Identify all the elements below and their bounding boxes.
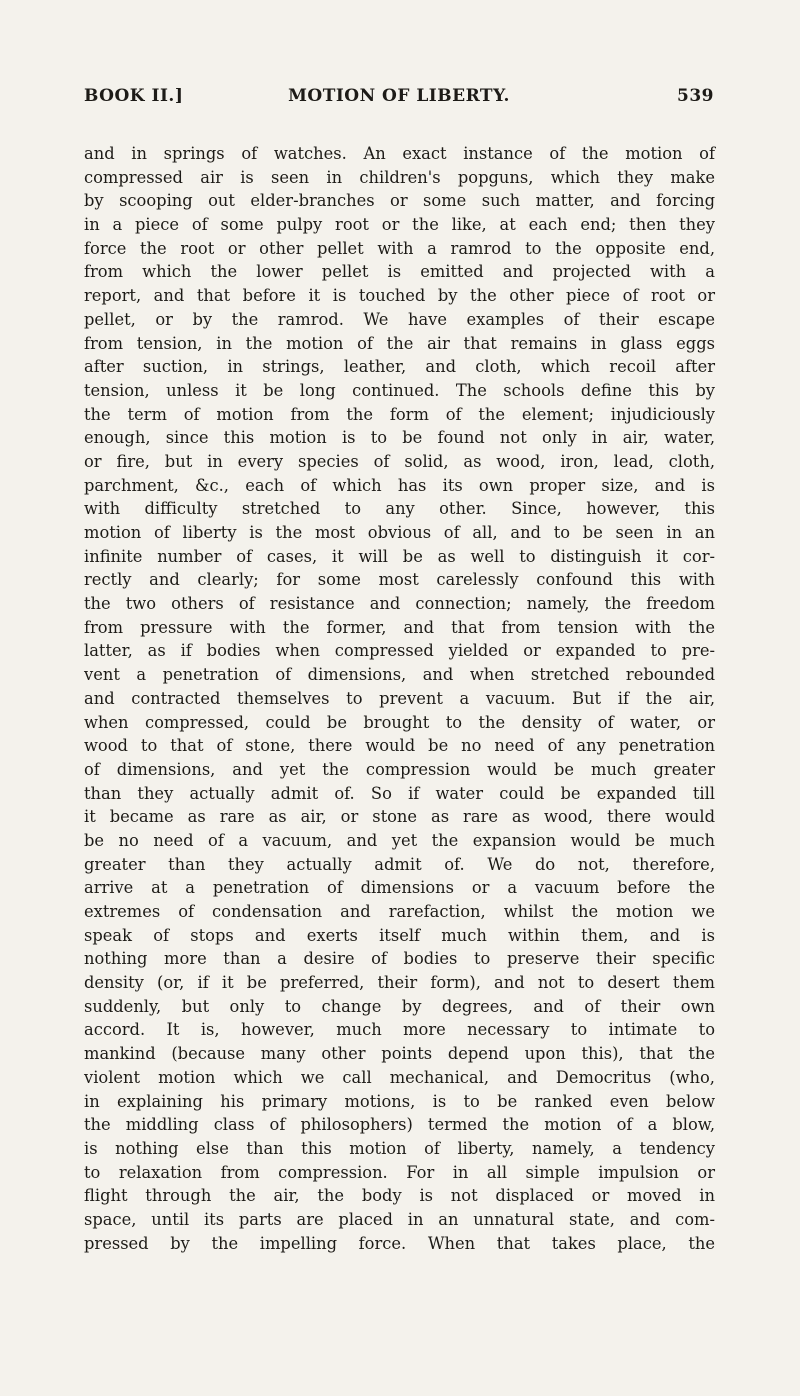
text-line: enough, since this motion is to be found not only in air, water, (84, 428, 715, 448)
text-line: tension, unless it be long continued. The schools define this by (84, 380, 715, 400)
text-line: density (or, if it be preferred, their form), and not to desert them (84, 973, 715, 993)
text-line: extremes of condensation and rarefaction, whilst the motion we (84, 902, 715, 921)
text-line: and in springs of watches. An exact instance of the motion of (84, 144, 715, 163)
text-line: compressed air is seen in children's popguns, which they make (84, 167, 715, 187)
text-line: or fire, but in every species of solid, as wood, iron, lead, cloth, (84, 451, 715, 471)
text-line: vent a penetration of dimensions, and when stretched rebounded (84, 665, 715, 685)
running-header (84, 86, 714, 114)
text-line: be no need of a vacuum, and yet the expansion would be much (84, 830, 715, 850)
text-line: parchment, &c., each of which has its own proper size, and is (84, 475, 715, 495)
book-section-label: BOOK II.] (84, 86, 184, 106)
text-line: the two others of resistance and connection; namely, the freedom (84, 594, 715, 614)
text-line: pressed by the impelling force. When that takes place, the (84, 1233, 715, 1253)
text-line: accord. It is, however, much more necessary to intimate to (84, 1020, 715, 1040)
text-line: when compressed, could be brought to the density of water, or (84, 712, 715, 732)
text-line: nothing more than a desire of bodies to preserve their specific (84, 949, 715, 969)
text-line: to relaxation from compression. For in all simple impulsion or (84, 1162, 715, 1182)
text-line: arrive at a penetration of dimensions or a vacuum before the (84, 878, 715, 898)
text-line: report, and that before it is touched by the other piece of root or (84, 286, 715, 306)
text-line: it became as rare as air, or stone as rare as wood, there would (84, 807, 715, 827)
text-line: in a piece of some pulpy root or the like, at each end; then they (84, 215, 715, 235)
text-line: force the root or other pellet with a ramrod to the opposite end, (84, 238, 715, 258)
text-line: wood to that of stone, there would be no need of any penetration (84, 736, 715, 756)
text-line: space, until its parts are placed in an unnatural state, and com- (84, 1209, 715, 1229)
text-line: motion of liberty is the most obvious of all, and to be seen in an (84, 523, 715, 542)
text-line: with difficulty stretched to any other. Since, however, this (84, 499, 715, 519)
text-line: after suction, in strings, leather, and cloth, which recoil after (84, 357, 715, 377)
text-line: flight through the air, the body is not displaced or moved in (84, 1186, 715, 1206)
text-line: mankind (because many other points depend upon this), that the (84, 1044, 715, 1064)
text-line: of dimensions, and yet the compression would be much greater (84, 759, 715, 779)
text-line: rectly and clearly; for some most carelessly confound this with (84, 570, 715, 590)
text-line: the middling class of philosophers) termed the motion of a blow, (84, 1115, 715, 1135)
text-line: speak of stops and exerts itself much within them, and is (84, 925, 715, 945)
text-line: pellet, or by the ramrod. We have examples of their escape (84, 309, 715, 329)
text-line: than they actually admit of. So if water could be expanded till (84, 783, 715, 803)
text-line: from which the lower pellet is emitted and projected with a (84, 262, 715, 282)
text-line: the term of motion from the form of the element; injudiciously (84, 404, 715, 424)
text-line: infinite number of cases, it will be as well to distinguish it cor- (84, 546, 715, 566)
text-line: violent motion which we call mechanical, and Democritus (who, (84, 1067, 715, 1087)
text-line: by scooping out elder-branches or some such matter, and forcing (84, 191, 715, 211)
text-line: latter, as if bodies when compressed yielded or expanded to pre- (84, 641, 715, 661)
text-line: from tension, in the motion of the air that remains in glass eggs (84, 333, 715, 353)
body-paragraph (84, 142, 715, 1255)
text-line: from pressure with the former, and that from tension with the (84, 617, 715, 637)
text-line: is nothing else than this motion of liberty, namely, a tendency (84, 1138, 715, 1158)
text-line: in explaining his primary motions, is to be ranked even below (84, 1091, 715, 1111)
text-line: greater than they actually admit of. We do not, therefore, (84, 854, 715, 874)
running-title: MOTION OF LIBERTY. (288, 86, 510, 106)
page-number: 539 (677, 86, 714, 106)
text-line: suddenly, but only to change by degrees, and of their own (84, 996, 715, 1016)
text-line: and contracted themselves to prevent a vacuum. But if the air, (84, 688, 715, 708)
